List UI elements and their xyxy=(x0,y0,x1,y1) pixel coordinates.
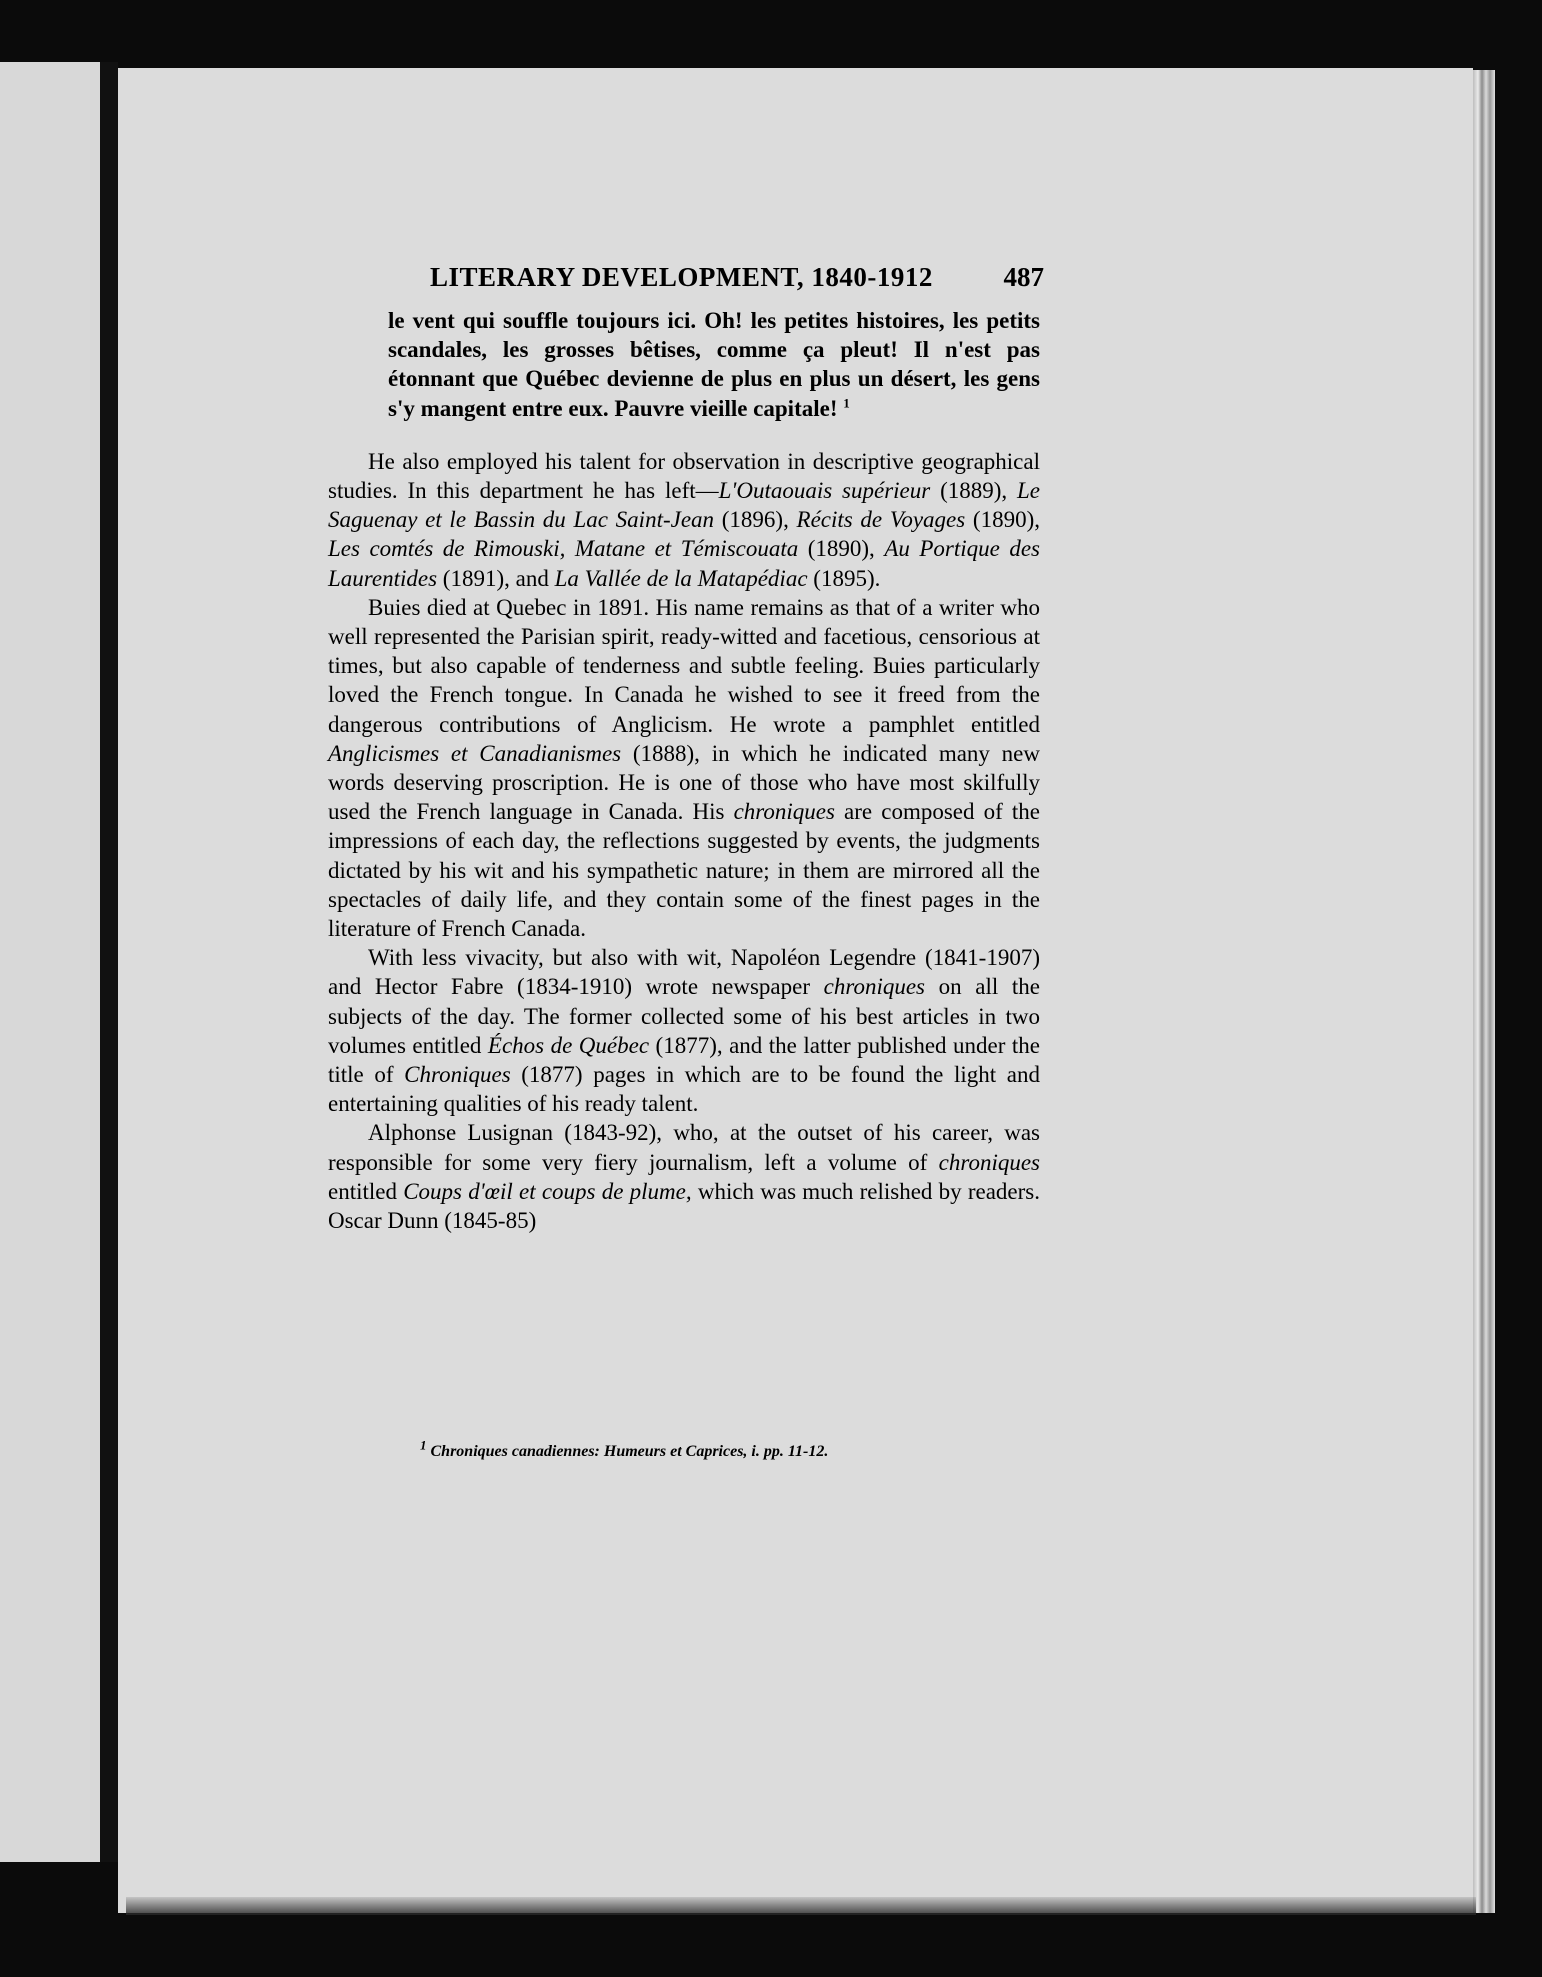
work-title: La Vallée de la Matapédiac xyxy=(554,565,808,591)
footnote xyxy=(420,1437,980,1461)
text-run: (1895). xyxy=(807,565,881,591)
text-run: on all the subjects of the day. The former collected some of his best articles in two volumes entitled xyxy=(328,974,1041,1058)
block-quote xyxy=(388,306,1040,423)
text-run: (1877), and the latter published under the title of xyxy=(328,1032,1041,1088)
work-title: Au Portique des Laurentides xyxy=(328,536,1040,591)
work-title: Coups d'œil et coups de plume, xyxy=(403,1178,692,1204)
book-gutter xyxy=(100,62,118,1862)
running-head-title: LITERARY DEVELOPMENT, 1840-1912 xyxy=(430,262,933,292)
text-run: With less vivacity, but also with wit, Napoléon Legendre (1841-1907) and Hector Fabre (1834-1910) wrote newspaper xyxy=(328,945,1040,1000)
facing-page-edge xyxy=(0,62,100,1862)
quote-text: le vent qui souffle toujours ici. Oh! les petites histoires, les petits scandales, les grosses bêtises, comme ça pleut! Il n'est pas étonnant que Québec devienne de plus en plus un désert, les gens s'y mangent entre eux. Pauvre vieille capitale! xyxy=(388,308,1040,421)
paragraph-buies-death xyxy=(328,593,1040,943)
text-run: are composed of the impressions of each day, the reflections suggested by events, the judgments dictated by his wit and his sympathetic nature; in them are mirrored all the spectacles of daily life, and they contain some of the finest pages in the literature of French Canada. xyxy=(328,799,1041,942)
text-run: Alphonse Lusignan (1843-92), who, at the outset of his career, was responsible for some very fiery journalism, left a volume of xyxy=(328,1120,1040,1175)
paragraph-geographical-studies xyxy=(328,447,1040,593)
body-text xyxy=(328,306,1040,1235)
work-title: Le Saguenay et le Bassin du Lac Saint-Jean xyxy=(328,478,1040,533)
work-title: Échos de Québec xyxy=(487,1032,650,1058)
page-stack-edge xyxy=(1473,70,1495,1913)
footnote-ref: 1 xyxy=(843,394,850,410)
italic-term: chroniques xyxy=(938,1149,1040,1175)
text-run: (1877) pages in which are to be found the light and entertaining qualities of his ready talent. xyxy=(328,1062,1040,1117)
text-run: (1896), xyxy=(714,507,797,533)
running-head xyxy=(310,262,1044,302)
work-title: L'Outaouais supérieur xyxy=(718,478,931,504)
footnote-marker: 1 xyxy=(420,1437,427,1453)
paragraph-lusignan xyxy=(328,1118,1040,1235)
work-title: Récits de Voyages xyxy=(796,507,966,533)
text-run: which was much relished by readers. Oscar Dunn (1845-85) xyxy=(328,1178,1040,1234)
paragraph-legendre-fabre xyxy=(328,943,1040,1118)
work-title: Anglicismes et Canadianismes xyxy=(328,740,622,766)
footnote-text: Chroniques canadiennes: Humeurs et Caprices, i. pp. 11-12. xyxy=(430,1443,829,1460)
italic-term: chroniques xyxy=(823,974,926,1000)
text-run: (1890), xyxy=(798,536,885,562)
text-run: (1889), xyxy=(930,478,1017,504)
work-title: Chroniques xyxy=(404,1062,511,1088)
italic-term: chroniques xyxy=(733,799,835,825)
text-run: (1890), xyxy=(965,507,1040,533)
page-number: 487 xyxy=(1003,262,1044,292)
page-bottom-shadow xyxy=(126,1897,1476,1915)
work-title: Les comtés de Rimouski, Matane et Témiscouata xyxy=(328,536,799,562)
text-run: (1888), in which he indicated many new words deserving proscription. He is one of those who have most skilfully used the French language in Canada. His xyxy=(328,740,1040,825)
text-run: He also employed his talent for observation in descriptive geographical studies. In this department he has left— xyxy=(328,448,1040,504)
text-run: entitled xyxy=(328,1178,404,1204)
text-run: (1891), and xyxy=(437,565,555,591)
text-run: Buies died at Quebec in 1891. His name remains as that of a writer who well represented the Parisian spirit, ready-witted and facetious, censorious at times, but also capable of tenderness and subtle feeling. Buies particularly loved the French tongue. In Canada he wished to see it freed from the dangerous contributions of Anglicism. He wrote a pamphlet entitled xyxy=(328,594,1040,737)
